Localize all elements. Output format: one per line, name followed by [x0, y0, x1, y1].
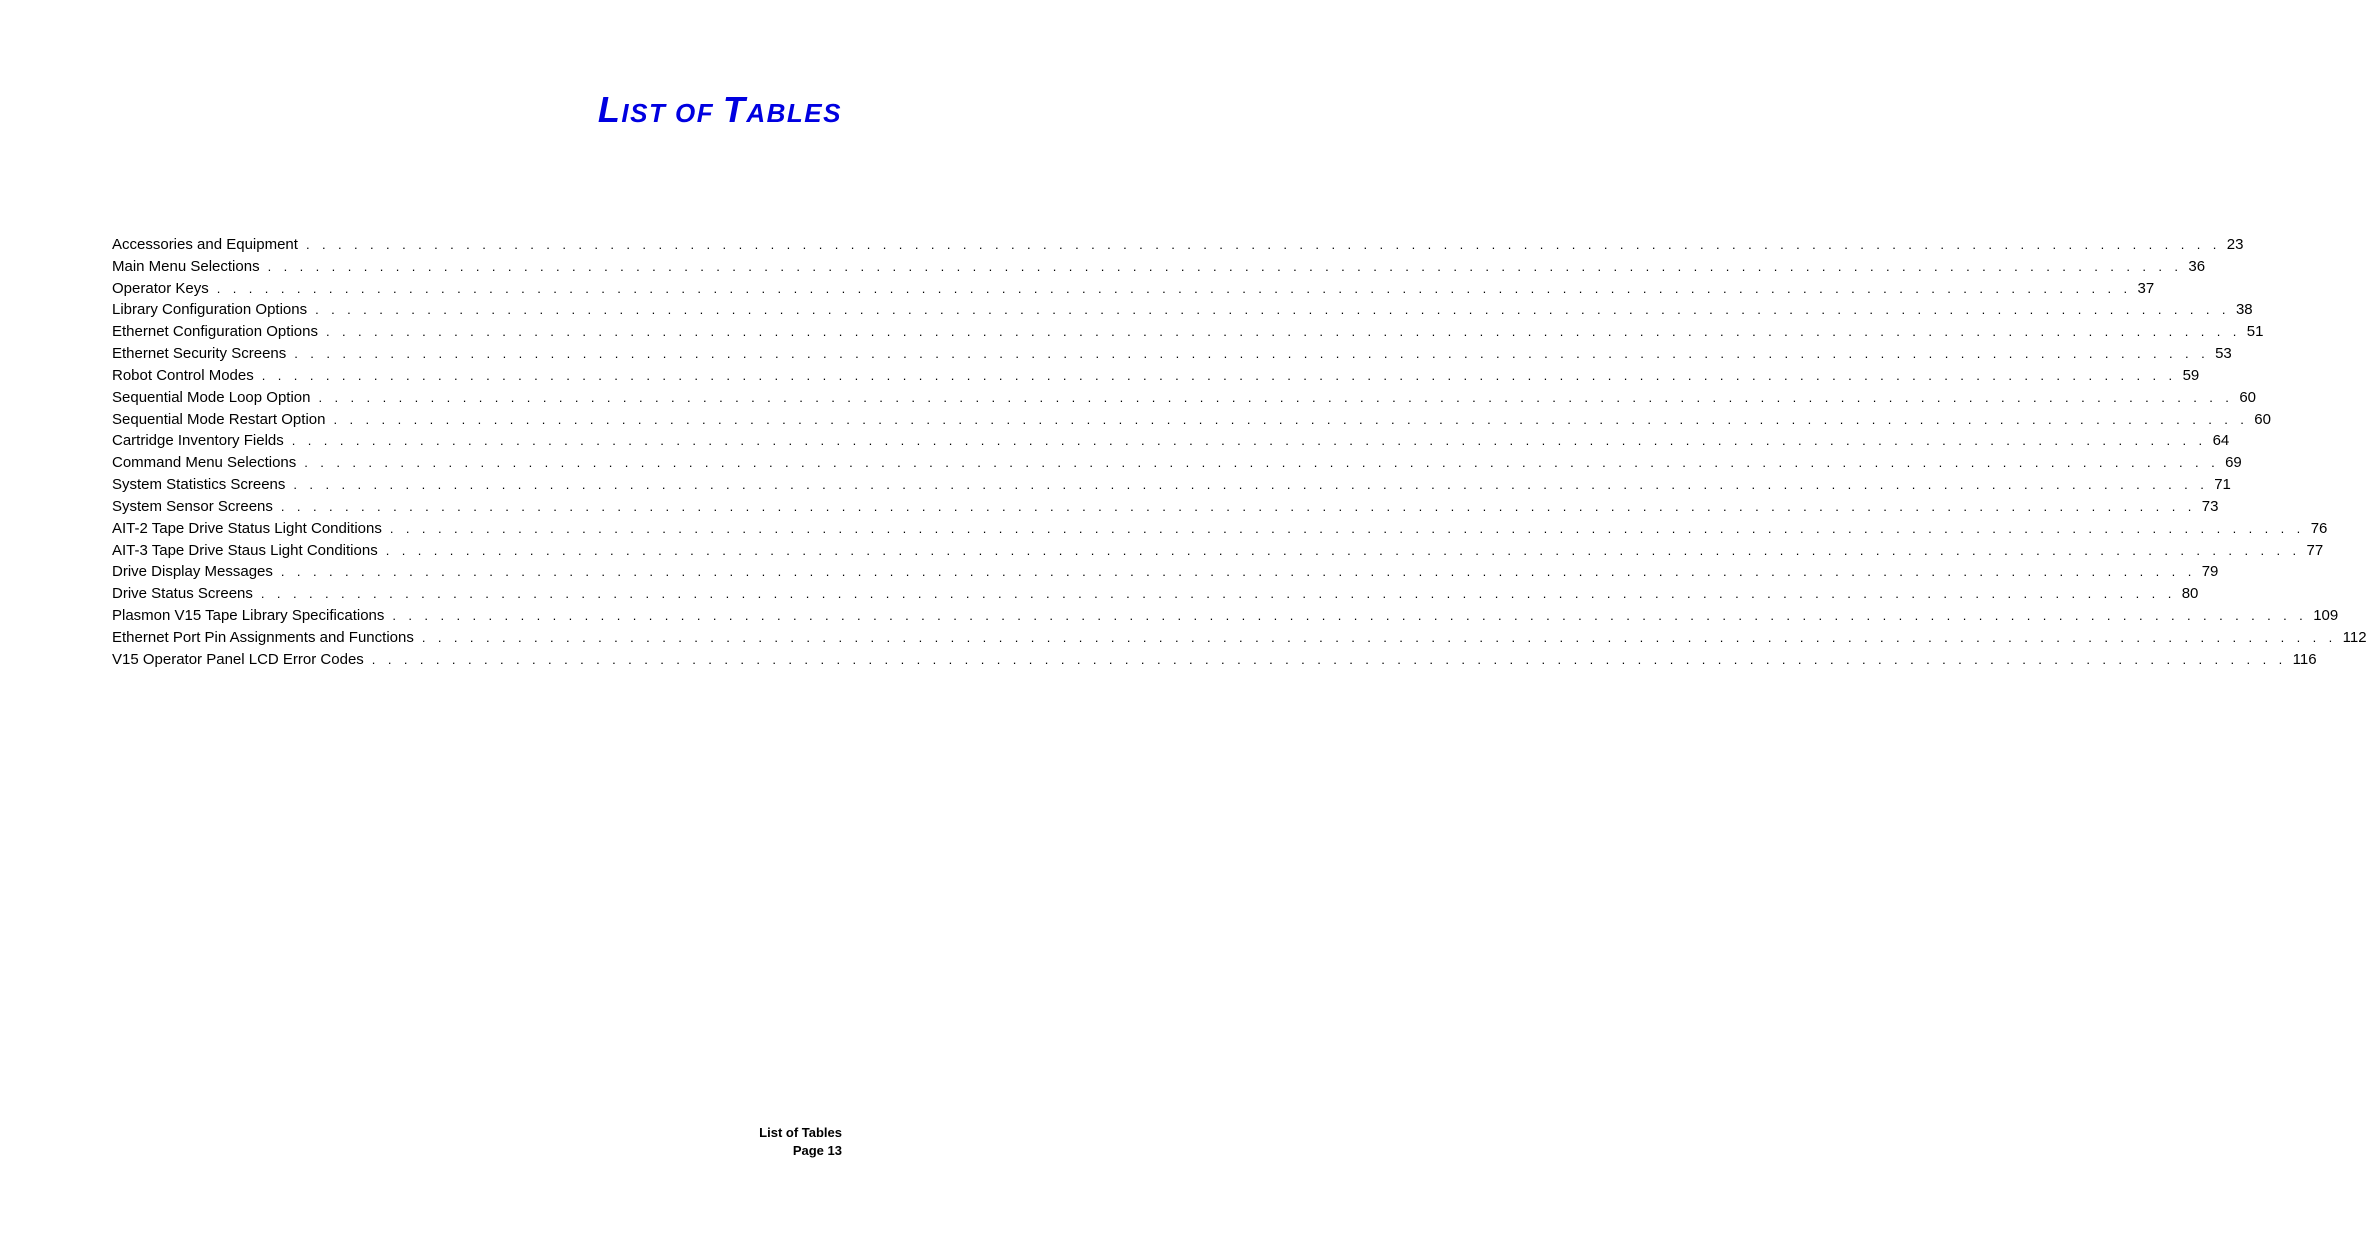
toc-entry-page-number: 71 [2214, 476, 2231, 494]
toc-entry-page-number: 60 [2239, 388, 2256, 406]
table-of-contents-list [112, 234, 2367, 671]
toc-entry-page-number: 60 [2254, 410, 2271, 428]
toc-entry-label: System Statistics Screens [112, 476, 286, 494]
toc-entry[interactable] [112, 343, 2232, 365]
toc-entry-page-number: 36 [2188, 257, 2206, 275]
dot-leader: . . . . . . . . . . . . . . . . . . . . . . . . . . . . . . . . . . . . . . . . . . . . . . . . . . . . . . . . . . . . . . . . . . . . . . . . . . . . . . . . . . . . . . . . . . . . . . . . . . . . . . . . . . . . . . . . . . . . . . . . [280, 564, 2196, 580]
toc-entry-label: Main Menu Selections [112, 257, 260, 275]
footer-page-number: Page 13 [792, 1143, 842, 1158]
dot-leader: . . . . . . . . . . . . . . . . . . . . . . . . . . . . . . . . . . . . . . . . . . . . . . . . . . . . . . . . . . . . . . . . . . . . . . . . . . . . . . . . . . . . . . . . . . . . . . . . . . . . . . . . . . . . . . . . . . . . . . . . [325, 324, 2241, 340]
toc-entry[interactable] [112, 256, 2206, 278]
dot-leader: . . . . . . . . . . . . . . . . . . . . . . . . . . . . . . . . . . . . . . . . . . . . . . . . . . . . . . . . . . . . . . . . . . . . . . . . . . . . . . . . . . . . . . . . . . . . . . . . . . . . . . . . . . . . . . . . . . . . . . . . [260, 586, 2176, 602]
toc-entry[interactable] [112, 409, 2271, 431]
dot-leader: . . . . . . . . . . . . . . . . . . . . . . . . . . . . . . . . . . . . . . . . . . . . . . . . . . . . . . . . . . . . . . . . . . . . . . . . . . . . . . . . . . . . . . . . . . . . . . . . . . . . . . . . . . . . . . . . . . . . . . . . [293, 477, 2209, 493]
dot-leader: . . . . . . . . . . . . . . . . . . . . . . . . . . . . . . . . . . . . . . . . . . . . . . . . . . . . . . . . . . . . . . . . . . . . . . . . . . . . . . . . . . . . . . . . . . . . . . . . . . . . . . . . . . . . . . . . . . . . . . . . [280, 498, 2196, 514]
toc-entry-label: System Sensor Screens [112, 497, 273, 515]
dot-leader: . . . . . . . . . . . . . . . . . . . . . . . . . . . . . . . . . . . . . . . . . . . . . . . . . . . . . . . . . . . . . . . . . . . . . . . . . . . . . . . . . . . . . . . . . . . . . . . . . . . . . . . . . . . . . . . . . . . . . . . . [261, 367, 2177, 383]
toc-entry[interactable] [112, 583, 2199, 605]
toc-entry-label: V15 Operator Panel LCD Error Codes [112, 650, 364, 668]
dot-leader: . . . . . . . . . . . . . . . . . . . . . . . . . . . . . . . . . . . . . . . . . . . . . . . . . . . . . . . . . . . . . . . . . . . . . . . . . . . . . . . . . . . . . . . . . . . . . . . . . . . . . . . . . . . . . . . . . . . . . . . . [385, 542, 2301, 558]
toc-entry[interactable] [112, 365, 2200, 387]
toc-entry-label: Drive Display Messages [112, 563, 273, 581]
toc-entry-page-number: 112 [2342, 628, 2367, 646]
dot-leader: . . . . . . . . . . . . . . . . . . . . . . . . . . . . . . . . . . . . . . . . . . . . . . . . . . . . . . . . . . . . . . . . . . . . . . . . . . . . . . . . . . . . . . . . . . . . . . . . . . . . . . . . . . . . . . . . . . . . . . . . [389, 520, 2305, 536]
toc-entry[interactable] [112, 627, 2367, 649]
toc-entry-page-number: 59 [2182, 366, 2200, 384]
toc-entry-label: Sequential Mode Loop Option [112, 388, 311, 406]
dot-leader: . . . . . . . . . . . . . . . . . . . . . . . . . . . . . . . . . . . . . . . . . . . . . . . . . . . . . . . . . . . . . . . . . . . . . . . . . . . . . . . . . . . . . . . . . . . . . . . . . . . . . . . . . . . . . . . . . . . . . . . . [315, 302, 2230, 318]
toc-entry-page-number: 53 [2215, 345, 2232, 363]
dot-leader: . . . . . . . . . . . . . . . . . . . . . . . . . . . . . . . . . . . . . . . . . . . . . . . . . . . . . . . . . . . . . . . . . . . . . . . . . . . . . . . . . . . . . . . . . . . . . . . . . . . . . . . . . . . . . . . . . . . . . . . . [305, 237, 2221, 252]
toc-entry[interactable] [112, 430, 2230, 452]
toc-entry-page-number: 23 [2226, 236, 2244, 253]
toc-entry-label: Command Menu Selections [112, 454, 297, 472]
dot-leader: . . . . . . . . . . . . . . . . . . . . . . . . . . . . . . . . . . . . . . . . . . . . . . . . . . . . . . . . . . . . . . . . . . . . . . . . . . . . . . . . . . . . . . . . . . . . . . . . . . . . . . . . . . . . . . . . . . . . . . . . [294, 346, 2210, 362]
toc-entry-label: Robot Control Modes [112, 366, 254, 384]
toc-entry[interactable] [112, 321, 2264, 343]
page-footer [759, 1124, 842, 1160]
toc-entry-label: Cartridge Inventory Fields [112, 432, 284, 450]
toc-entry-page-number: 80 [2181, 585, 2199, 603]
toc-entry[interactable] [112, 649, 2317, 671]
toc-entry-label: Ethernet Configuration Options [112, 323, 318, 341]
title-rest-ables: ABLES [746, 98, 842, 128]
toc-entry[interactable] [112, 540, 2324, 562]
toc-entry[interactable] [112, 561, 2219, 583]
toc-entry[interactable] [112, 474, 2231, 496]
dot-leader: . . . . . . . . . . . . . . . . . . . . . . . . . . . . . . . . . . . . . . . . . . . . . . . . . . . . . . . . . . . . . . . . . . . . . . . . . . . . . . . . . . . . . . . . . . . . . . . . . . . . . . . . . . . . . . . . . . . . . . . . [333, 411, 2249, 427]
title-rest-ist-of: IST OF [621, 98, 723, 128]
dot-leader: . . . . . . . . . . . . . . . . . . . . . . . . . . . . . . . . . . . . . . . . . . . . . . . . . . . . . . . . . . . . . . . . . . . . . . . . . . . . . . . . . . . . . . . . . . . . . . . . . . . . . . . . . . . . . . . . . . . . . . . . [304, 455, 2220, 471]
dot-leader: . . . . . . . . . . . . . . . . . . . . . . . . . . . . . . . . . . . . . . . . . . . . . . . . . . . . . . . . . . . . . . . . . . . . . . . . . . . . . . . . . . . . . . . . . . . . . . . . . . . . . . . . . . . . . . . . . . . . . . . . [267, 258, 2183, 274]
toc-entry-label: Library Configuration Options [112, 301, 308, 319]
page-title [597, 89, 842, 130]
toc-entry[interactable] [112, 452, 2242, 474]
toc-entry-page-number: 79 [2201, 563, 2219, 581]
toc-entry-label: Sequential Mode Restart Option [112, 410, 326, 428]
toc-entry-label: AIT-3 Tape Drive Staus Light Conditions [112, 541, 378, 559]
footer-section-title: List of Tables [759, 1125, 842, 1140]
dot-leader: . . . . . . . . . . . . . . . . . . . . . . . . . . . . . . . . . . . . . . . . . . . . . . . . . . . . . . . . . . . . . . . . . . . . . . . . . . . . . . . . . . . . . . . . . . . . . . . . . . . . . . . . . . . . . . . . . . . . . . . . [392, 608, 2308, 624]
dot-leader: . . . . . . . . . . . . . . . . . . . . . . . . . . . . . . . . . . . . . . . . . . . . . . . . . . . . . . . . . . . . . . . . . . . . . . . . . . . . . . . . . . . . . . . . . . . . . . . . . . . . . . . . . . . . . . . . . . . . . . . . [371, 651, 2287, 667]
title-initial-t: T [722, 89, 747, 130]
toc-entry[interactable] [112, 299, 2253, 321]
toc-entry-label: Plasmon V15 Tape Library Specifications [112, 607, 385, 625]
toc-entry-label: Ethernet Port Pin Assignments and Functions [112, 628, 414, 646]
toc-entry[interactable] [112, 518, 2328, 540]
toc-entry-label: AIT-2 Tape Drive Status Light Conditions [112, 519, 382, 537]
toc-entry-page-number: 77 [2306, 541, 2324, 559]
toc-entry-label: Drive Status Screens [112, 585, 253, 603]
toc-entry-label: Operator Keys [112, 279, 209, 297]
toc-entry-page-number: 69 [2225, 454, 2242, 472]
toc-entry[interactable] [112, 278, 2155, 300]
toc-entry-page-number: 51 [2246, 323, 2264, 341]
toc-entry[interactable] [112, 496, 2219, 518]
toc-entry-page-number: 109 [2313, 607, 2339, 625]
dot-leader: . . . . . . . . . . . . . . . . . . . . . . . . . . . . . . . . . . . . . . . . . . . . . . . . . . . . . . . . . . . . . . . . . . . . . . . . . . . . . . . . . . . . . . . . . . . . . . . . . . . . . . . . . . . . . . . . . . . . . . . . [291, 433, 2207, 449]
toc-entry-page-number: 73 [2201, 497, 2219, 515]
toc-entry-page-number: 37 [2137, 279, 2155, 297]
toc-entry[interactable] [112, 387, 2256, 409]
toc-entry-page-number: 64 [2212, 432, 2230, 450]
toc-entry-label: Ethernet Security Screens [112, 345, 287, 363]
dot-leader: . . . . . . . . . . . . . . . . . . . . . . . . . . . . . . . . . . . . . . . . . . . . . . . . . . . . . . . . . . . . . . . . . . . . . . . . . . . . . . . . . . . . . . . . . . . . . . . . . . . . . . . . . . . . . . . . . . . . . . . . [421, 629, 2337, 645]
dot-leader: . . . . . . . . . . . . . . . . . . . . . . . . . . . . . . . . . . . . . . . . . . . . . . . . . . . . . . . . . . . . . . . . . . . . . . . . . . . . . . . . . . . . . . . . . . . . . . . . . . . . . . . . . . . . . . . . . . . . . . . . [318, 389, 2234, 405]
toc-entry-page-number: 38 [2235, 301, 2253, 319]
toc-entry-page-number: 76 [2310, 519, 2328, 537]
toc-entry[interactable] [112, 605, 2339, 627]
toc-entry[interactable] [112, 234, 2244, 256]
dot-leader: . . . . . . . . . . . . . . . . . . . . . . . . . . . . . . . . . . . . . . . . . . . . . . . . . . . . . . . . . . . . . . . . . . . . . . . . . . . . . . . . . . . . . . . . . . . . . . . . . . . . . . . . . . . . . . . . . . . . . . . . [216, 280, 2132, 296]
toc-entry-page-number: 116 [2292, 650, 2317, 668]
toc-entry-label: Accessories and Equipment [112, 236, 298, 253]
title-initial-l: L [597, 89, 622, 130]
